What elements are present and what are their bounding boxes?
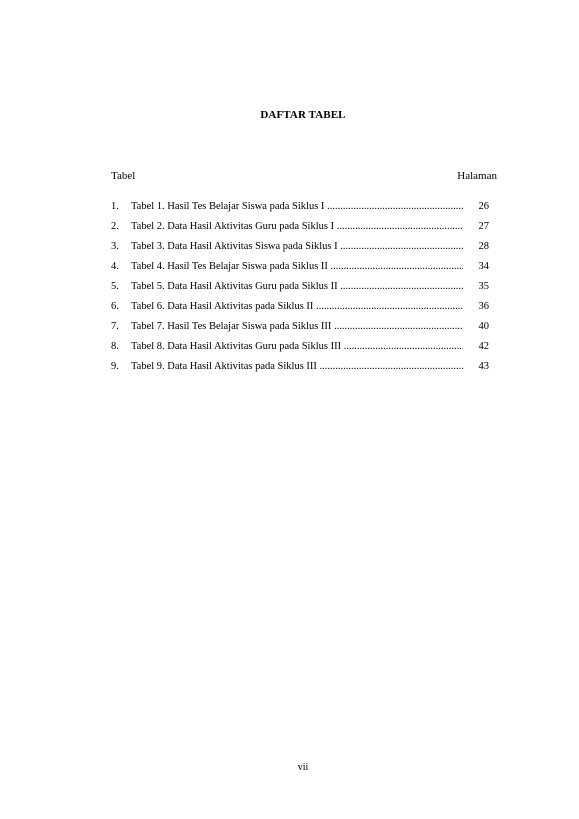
entry-page: 35 [478, 281, 489, 292]
toc-entry[interactable] [111, 220, 491, 240]
entry-title: Tabel 7. Hasil Tes Belajar Siswa pada Siklus III ..... [131, 320, 463, 333]
entry-page: 43 [478, 361, 489, 372]
table-of-tables [111, 200, 491, 380]
header-tabel-label: Tabel [111, 170, 136, 182]
entry-title: Tabel 2. Data Hasil Aktivitas Guru pada Siklus I ..... [131, 220, 463, 233]
entry-title: Tabel 3. Data Hasil Aktivitas Siswa pada Siklus I ..... [131, 240, 463, 253]
entry-number: 6. [111, 301, 119, 312]
entry-title: Tabel 4. Hasil Tes Belajar Siswa pada Siklus II ..... [131, 260, 463, 273]
entry-number: 1. [111, 201, 119, 212]
entry-page: 28 [478, 241, 489, 252]
entry-title: Tabel 8. Data Hasil Aktivitas Guru pada Siklus III ..... [131, 340, 463, 353]
entry-page: 36 [478, 301, 489, 312]
entry-number: 5. [111, 281, 119, 292]
toc-entry[interactable] [111, 280, 491, 300]
toc-entry[interactable] [111, 340, 491, 360]
toc-entry[interactable] [111, 200, 491, 220]
entry-page: 40 [478, 321, 489, 332]
entry-page: 42 [478, 341, 489, 352]
entry-number: 2. [111, 221, 119, 232]
entry-page: 26 [478, 201, 489, 212]
entry-number: 7. [111, 321, 119, 332]
header-halaman-label: Halaman [457, 170, 497, 182]
toc-entry[interactable] [111, 300, 491, 320]
toc-entry[interactable] [111, 360, 491, 380]
toc-entry[interactable] [111, 320, 491, 340]
page-title: DAFTAR TABEL [260, 109, 346, 121]
entry-title: Tabel 9. Data Hasil Aktivitas pada Siklus III ..... [131, 360, 463, 373]
entry-number: 8. [111, 341, 119, 352]
entry-title: Tabel 6. Data Hasil Aktivitas pada Siklus II ..... [131, 300, 463, 313]
entry-title: Tabel 5. Data Hasil Aktivitas Guru pada Siklus II ..... [131, 280, 463, 293]
entry-number: 9. [111, 361, 119, 372]
entry-page: 27 [478, 221, 489, 232]
entry-number: 4. [111, 261, 119, 272]
page-number: vii [297, 762, 309, 773]
entry-page: 34 [478, 261, 489, 272]
toc-entry[interactable] [111, 240, 491, 260]
toc-entry[interactable] [111, 260, 491, 280]
entry-title: Tabel 1. Hasil Tes Belajar Siswa pada Siklus I ..... [131, 200, 463, 213]
entry-number: 3. [111, 241, 119, 252]
